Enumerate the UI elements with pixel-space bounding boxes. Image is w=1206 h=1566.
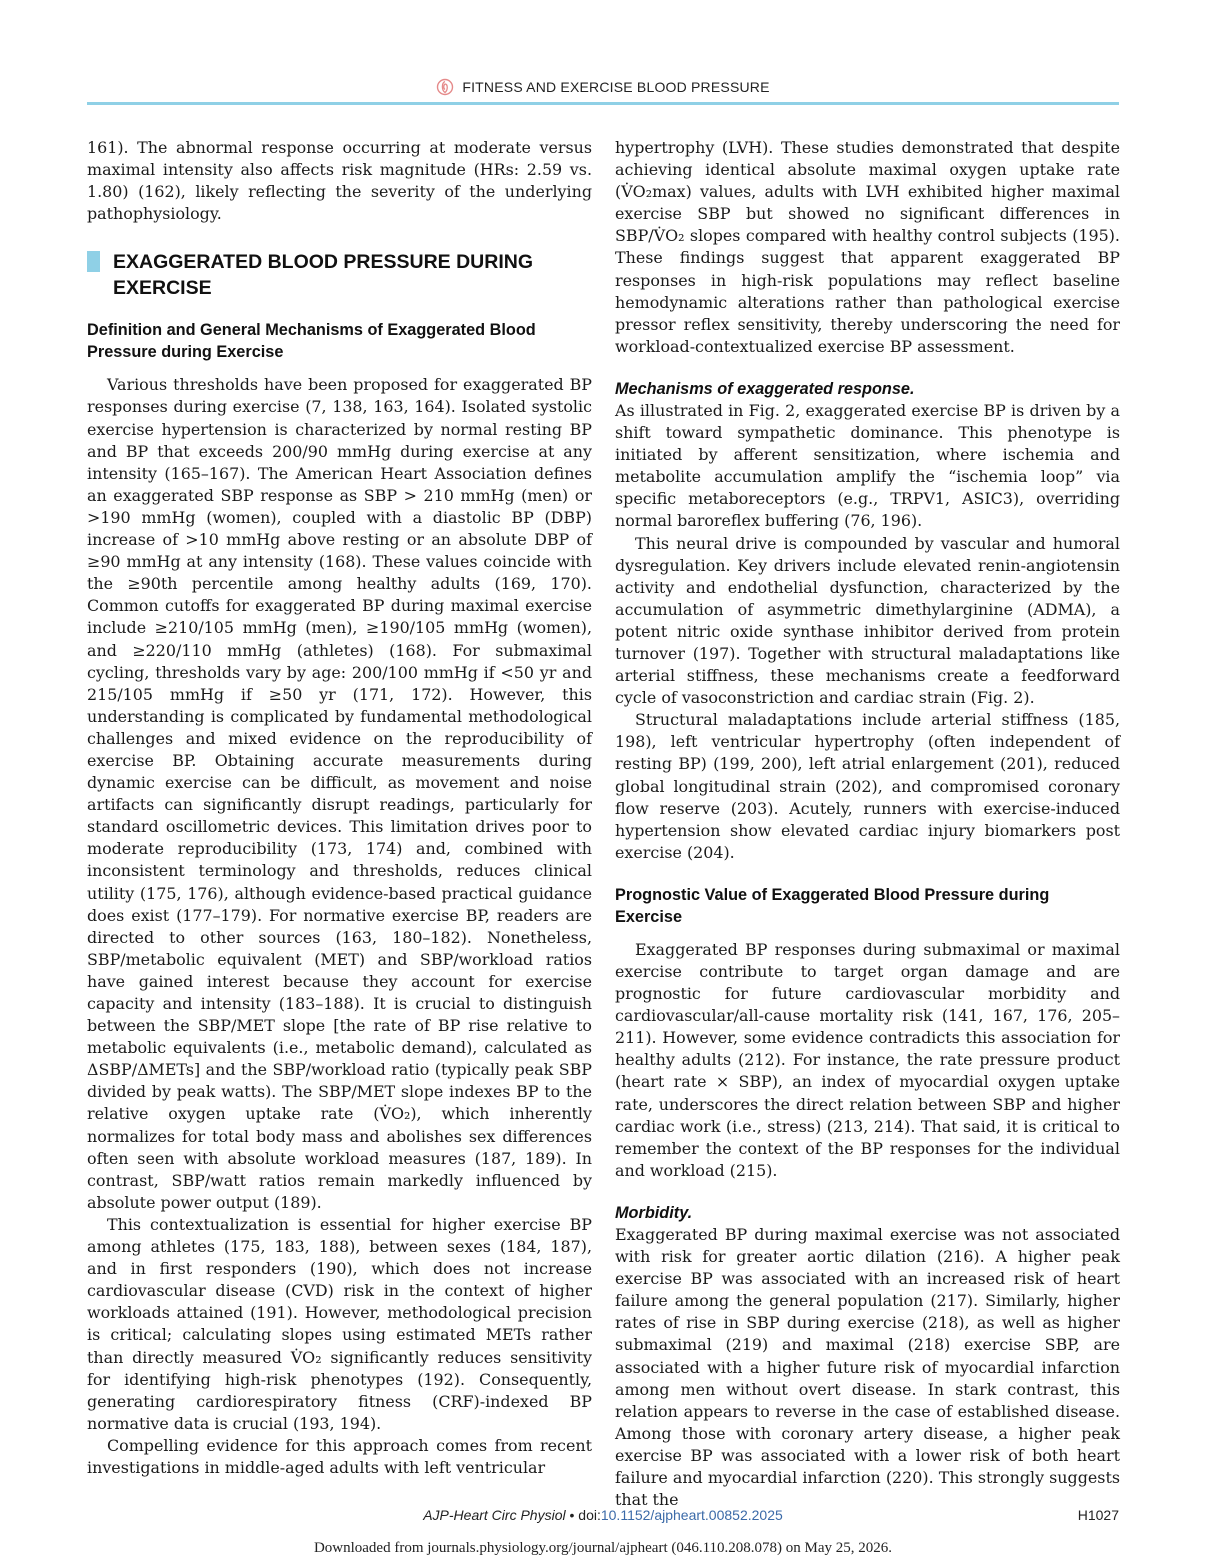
doi-link[interactable]: 10.1152/ajpheart.00852.2025: [600, 1507, 783, 1523]
page-footer: [87, 1507, 1119, 1527]
footer-citation: [87, 1507, 1119, 1523]
left-paragraph-2: This contextualization is essential for higher exercise BP among athletes (175, 183, 188), between sexes (184, 187), and in first responders (190), which does not increase cardiovascular disease (CVD) risk in the context of higher workloads attained (191). However, methodological precision is critical; calculating slopes using estimated METs rather than directly measured V̇O₂ significantly reduces sensitivity for identifying high-risk phenotypes (192). Consequently, generating cardiorespiratory fitness (CRF)-indexed BP normative data is crucial (193, 194).: [87, 1214, 592, 1433]
section-heading: [87, 249, 592, 301]
subsection-heading-definition: Definition and General Mechanisms of Exaggerated Blood Pressure during Exercise: [87, 321, 536, 362]
left-paragraph-1: Various thresholds have been proposed for exaggerated BP responses during exercise (7, 138, 163, 164). Isolated systolic exercise hypertension is characterized by normal resting BP and BP that exceeds 200/90 mmHg during exercise at any intensity (165–167). The American Heart Association defines an exaggerated SBP response as SBP > 210 mmHg (men) or >190 mmHg (women), coupled with a diastolic BP (DBP) increase of >10 mmHg above resting or an absolute DBP of ≥90 mmHg at any intensity (168). These values coincide with the ≥90th percentile among healthy adults (169, 170). Common cutoffs for exaggerated BP during maximal exercise include ≥210/105 mmHg (men), ≥190/105 mmHg (women), and ≥220/110 mmHg (athletes) (168). For submaximal cycling, thresholds vary by age: 200/100 mmHg if <50 yr and 215/105 mmHg if ≥50 yr (171, 172). However, this understanding is complicated by fundamental methodological challenges and mixed evidence on the reproducibility of exercise BP. Obtaining accurate measurements during dynamic exercise can be difficult, as movement and noise artifacts can significantly disrupt readings, particularly for standard oscillometric devices. This limitation drives poor to moderate reproducibility (173, 174) and, combined with inconsistent terminology and thresholds, reduces clinical utility (175, 176), although evidence-based practical guidance does exist (177–179). For normative exercise BP, readers are directed to other sources (163, 180–182). Nonetheless, SBP/metabolic equivalent (MET) and SBP/workload ratios have gained interest because they account for exercise capacity and intensity (183–188). It is crucial to distinguish between the SBP/MET slope [the rate of BP rise relative to metabolic equivalents (i.e., metabolic demand), calculated as ΔSBP/ΔMETs] and the SBP/workload ratio (typically peak SBP divided by peak watts). The SBP/MET slope indexes BP to the relative oxygen uptake rate (V̇O₂), which inherently normalizes for total body mass and abolishes sex differences often seen with absolute workload measures (187, 189). In contrast, SBP/watt ratios remain markedly influenced by absolute power output (189).: [87, 375, 592, 1212]
spiral-logo-icon: [436, 78, 454, 99]
right-paragraph-5: Exaggerated BP during maximal exercise was not associated with risk for greater aortic dilation (216). A higher peak exercise BP was associated with an increased risk of heart failure among the general population (217). Similarly, higher rates of rise in SBP during exercise (218), as well as higher submaximal (219) and maximal (218) exercise SBP, are associated with a higher future risk of myocardial infarction among men without overt disease. In stark contrast, this relation appears to reverse in the case of established disease. Among those with coronary artery disease, a higher peak exercise BP was associated with a lower risk of both heart failure and myocardial infarction (220). This strongly suggests that the: [615, 1224, 1120, 1510]
right-paragraph-2: This neural drive is compounded by vascular and humoral dysregulation. Key drivers include elevated renin-angiotensin activity and endothelial dysfunction, characterized by the accumulation of asymmetric dimethylarginine (ADMA), a potent nitric oxide synthase inhibitor derived from protein turnover (197). Together with structural maladaptations like arterial stiffness, these mechanisms create a feedforward cycle of vasoconstriction and cardiac strain (Fig. 2).: [615, 533, 1120, 708]
header-rule: [87, 102, 1119, 105]
right-paragraph-3: Structural maladaptations include arterial stiffness (185, 198), left ventricular hypertrophy (often independent of resting BP) (199, 200), left atrial enlargement (201), reduced global longitudinal strain (202), and compromised coronary flow reserve (203). Acutely, runners with exercise-induced hypertension show elevated cardiac injury biomarkers post exercise (204).: [615, 710, 1120, 862]
page-number: H1027: [1077, 1507, 1119, 1523]
right-column: [615, 137, 1120, 1511]
right-paragraph-0: hypertrophy (LVH). These studies demonstrated that despite achieving identical absolute maximal oxygen uptake rate (V̇O₂max) values, adults with LVH exhibited higher maximal exercise SBP but showed no significant differences in SBP/V̇O₂ slopes compared with healthy control subjects (195). These findings suggest that apparent exaggerated BP responses in high-risk populations may reflect baseline hemodynamic alterations rather than pathological exercise pressor reflex sensitivity, thereby underscoring the need for workload-contextualized exercise BP assessment.: [615, 138, 1120, 356]
subsection-heading-prognostic: Prognostic Value of Exaggerated Blood Pressure during Exercise: [615, 885, 1050, 926]
left-paragraph-3: Compelling evidence for this approach comes from recent investigations in middle-aged adults with left ventricular: [87, 1435, 592, 1477]
right-paragraph-1: As illustrated in Fig. 2, exaggerated exercise BP is driven by a shift toward sympathetic dominance. This phenotype is initiated by afferent sensitization, where ischemia and metabolite accumulation amplify the “ischemia loop” via specific metaboreceptors (e.g., TRPV1, ASIC3), overriding normal baroreflex buffering (76, 196).: [615, 400, 1120, 531]
right-paragraph-4: Exaggerated BP responses during submaximal or maximal exercise contribute to target organ damage and are prognostic for future cardiovascular morbidity and cardiovascular/all-cause mortality risk (141, 167, 176, 205–211). However, some evidence contradicts this association for healthy adults (212). For instance, the rate pressure product (heart rate × SBP), an index of myocardial oxygen uptake rate, underscores the direct relation between SBP and higher cardiac work (i.e., stress) (213, 214). That said, it is critical to remember the context of the BP responses for the individual and workload (215).: [615, 939, 1120, 1180]
download-note: Downloaded from journals.physiology.org/journal/ajpheart (046.110.208.078) on May 25, 2026.: [313, 1540, 893, 1556]
running-head: [87, 78, 1119, 102]
footer-separator: •: [565, 1507, 579, 1523]
journal-name: AJP-Heart Circ Physiol: [423, 1507, 566, 1523]
left-paragraph-0: 161). The abnormal response occurring at moderate versus maximal intensity also affects risk magnitude (HRs: 2.59 vs. 1.80) (162), likely reflecting the severity of the underlying pathophysiology.: [87, 138, 592, 224]
section-marker: [87, 251, 100, 272]
heading-mechanisms: Mechanisms of exaggerated response.: [615, 379, 915, 398]
doi-prefix: doi:: [578, 1507, 601, 1523]
running-head-title: FITNESS AND EXERCISE BLOOD PRESSURE: [462, 79, 770, 95]
section-heading-text: EXAGGERATED BLOOD PRESSURE DURING EXERCISE: [113, 251, 534, 300]
left-column: [87, 137, 592, 1479]
heading-morbidity: Morbidity.: [615, 1203, 693, 1222]
